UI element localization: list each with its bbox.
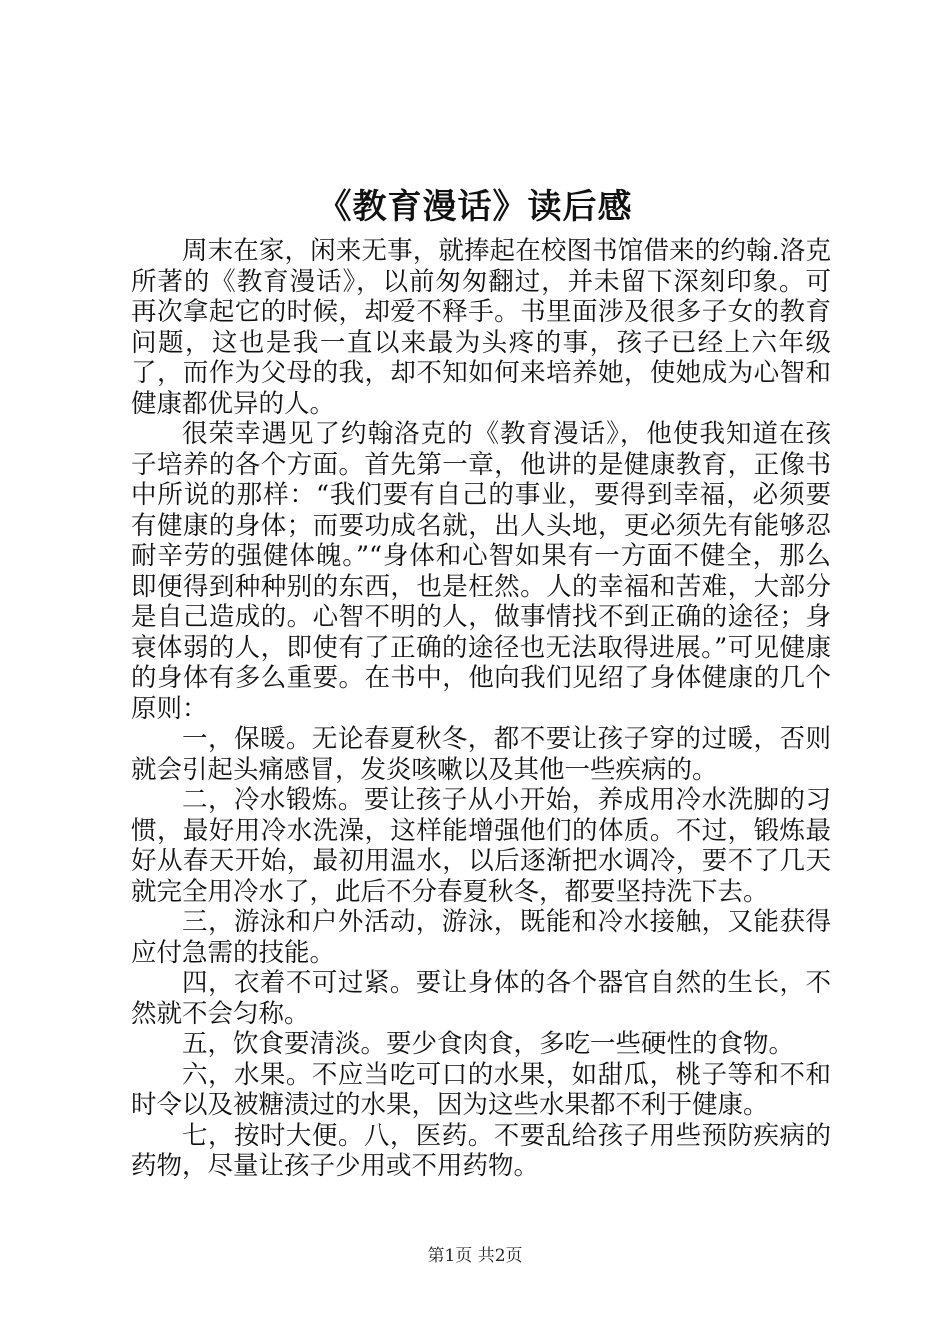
paragraph: 五，饮食要清淡。要少食肉食，多吃一些硬性的食物。 bbox=[182, 1029, 795, 1059]
page-number: 第1页 共2页 bbox=[427, 1246, 523, 1266]
paragraph: 周末在家，闲来无事，就捧起在校图书馆借来的约翰.洛克所著的《教育漫话》，以前匆匆翻过，并未留下深刻印象。可再次拿起它的时候，却爱不释手。书里面涉及很多子女的教育问题，这也是我一直以来最为头疼的事，孩子已经上六年级了，而作为父母的我，却不知如何来培养她，使她成为心智和健康都优异的人。 bbox=[131, 236, 831, 419]
paragraph: 三，游泳和户外活动，游泳，既能和冷水接触，又能获得应付急需的技能。 bbox=[131, 907, 831, 968]
paragraph: 很荣幸遇见了约翰洛克的《教育漫话》，他使我知道在孩子培养的各个方面。首先第一章，他讲的是健康教育，正像书中所说的那样：“我们要有自己的事业，要得到幸福，必须要有健康的身体；而要功成名就，出人头地，更必须先有能够忍耐辛劳的强健体魄。”“身体和心智如果有一方面不健全，那么即便得到种种别的东西，也是枉然。人的幸福和苦难，大部分是自己造成的。心智不明的人，做事情找不到正确的途径；身衰体弱的人，即使有了正确的途径也无法取得进展。”可见健康的身体有多么重要。在书中，他向我们见绍了身体健康的几个原则： bbox=[131, 419, 831, 724]
paragraph: 一，保暖。无论春夏秋冬，都不要让孩子穿的过暖，否则就会引起头痛感冒，发炎咳嗽以及其他一些疾病的。 bbox=[131, 724, 831, 785]
document-body bbox=[131, 236, 831, 1182]
document-title: 《教育漫话》读后感 bbox=[317, 187, 633, 227]
paragraph: 二，冷水锻炼。要让孩子从小开始，养成用冷水洗脚的习惯，最好用冷水洗澡，这样能增强他们的体质。不过，锻炼最好从春天开始，最初用温水，以后逐渐把水调冷，要不了几天就完全用冷水了，此后不分春夏秋冬，都要坚持洗下去。 bbox=[131, 785, 831, 907]
paragraph: 七，按时大便。八，医药。不要乱给孩子用些预防疾病的药物，尽量让孩子少用或不用药物。 bbox=[131, 1120, 831, 1181]
paragraph: 四，衣着不可过紧。要让身体的各个器官自然的生长，不然就不会匀称。 bbox=[131, 968, 831, 1029]
paragraph: 六，水果。不应当吃可口的水果，如甜瓜，桃子等和不和时令以及被糖渍过的水果，因为这些水果都不利于健康。 bbox=[131, 1059, 831, 1120]
